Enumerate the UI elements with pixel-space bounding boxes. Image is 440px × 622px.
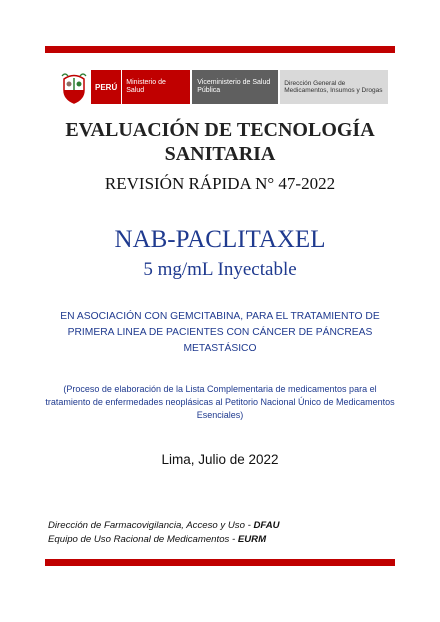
- peru-label: PERÚ: [91, 70, 121, 104]
- ministry-label: Ministerio de Salud: [121, 70, 190, 104]
- place-date: Lima, Julio de 2022: [161, 452, 279, 467]
- footer-line-1-abbr: DFAU: [253, 520, 280, 531]
- drug-dose: 5 mg/mL Inyectable: [143, 259, 297, 280]
- title-line-1: EVALUACIÓN DE TECNOLOGÍA: [65, 119, 375, 141]
- footer-line-1-text: Dirección de Farmacovigilancia, Acceso y Uso -: [48, 520, 254, 531]
- process-note: (Proceso de elaboración de la Lista Complementaria de medicamentos para el tratamiento de enfermedades neoplásicas al Petitorio Nacional Único de Medicamentos Esenciales): [45, 384, 395, 420]
- footer-line-2-text: Equipo de Uso Racional de Medicamentos -: [48, 534, 238, 545]
- indication-text: EN ASOCIACIÓN CON GEMCITABINA, PARA EL TRATAMIENTO DE PRIMERA LINEA DE PACIENTES CON CÁNCER DE PÁNCREAS METASTÁSICO: [60, 311, 380, 354]
- footer-line-1: [48, 519, 408, 533]
- footer-line-2: [48, 533, 408, 547]
- footer-credits: [48, 519, 408, 547]
- footer-line-2-abbr: EURM: [237, 534, 267, 545]
- ministry-logo-strip: [61, 70, 388, 104]
- directorate-label: Dirección General de Medicamentos, Insumos y Drogas: [280, 70, 388, 104]
- document-title: [0, 118, 440, 166]
- title-line-2: SANITARIA: [164, 143, 276, 165]
- vice-ministry-label: Viceministerio de Salud Pública: [192, 70, 278, 104]
- drug-name: NAB-PACLITAXEL: [114, 226, 326, 253]
- review-number: REVISIÓN RÁPIDA N° 47-2022: [104, 174, 336, 193]
- top-red-bar: [45, 46, 395, 53]
- coat-of-arms-icon: [61, 70, 87, 104]
- bottom-red-bar: [45, 559, 395, 566]
